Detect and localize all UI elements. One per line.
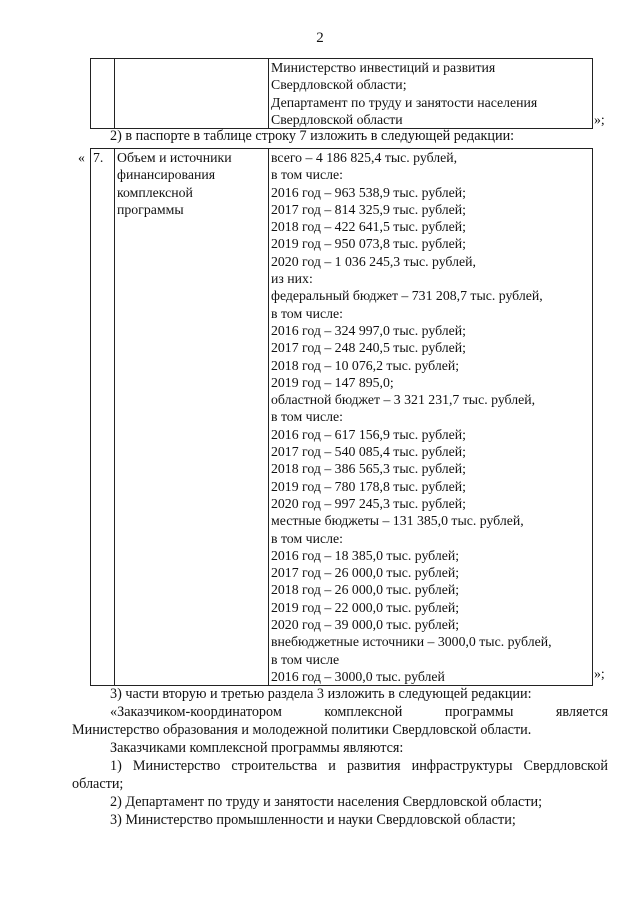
value-line: 2016 год – 18 385,0 тыс. рублей; (271, 547, 460, 563)
paragraph-item3: 3) Министерство промышленности и науки Свердловской области; (110, 812, 516, 828)
value-line: в том числе: (271, 167, 343, 183)
cell-line: Свердловской области (271, 111, 403, 127)
value-line: в том числе: (271, 305, 343, 321)
value-line: 2016 год – 963 538,9 тыс. рублей; (271, 184, 466, 200)
cell-value (269, 59, 593, 129)
value-line: федеральный бюджет – 731 208,7 тыс. рублей, (271, 288, 543, 304)
paragraph-customers: Заказчиками комплексной программы являются: (110, 740, 404, 756)
close-quote-2: »; (594, 666, 605, 681)
value-line: 2017 год – 248 240,5 тыс. рублей; (271, 340, 466, 356)
value-line: 2019 год – 950 073,8 тыс. рублей; (271, 236, 466, 252)
value-line: 2016 год – 324 997,0 тыс. рублей; (271, 322, 466, 338)
paragraph-item1-cont: области; (72, 776, 124, 792)
value-line: из них: (271, 271, 313, 287)
table-row (91, 149, 593, 686)
title-line: финансирования (117, 167, 216, 183)
value-line: 2020 год – 39 000,0 тыс. рублей; (271, 617, 460, 633)
title-line: Объем и источники (117, 150, 232, 165)
paragraph-coordinator-cont: Министерство образования и молодежной политики Свердловской области. (72, 722, 532, 738)
cell-title (115, 149, 269, 686)
table-row7 (90, 148, 593, 686)
value-line: 2020 год – 1 036 245,3 тыс. рублей, (271, 253, 476, 269)
value-line: 2017 год – 540 085,4 тыс. рублей; (271, 444, 466, 460)
value-line: 2019 год – 147 895,0; (271, 374, 394, 390)
value-line: 2017 год – 26 000,0 тыс. рублей; (271, 565, 460, 581)
value-line: в том числе (271, 651, 340, 667)
value-line: 2019 год – 22 000,0 тыс. рублей; (271, 599, 460, 615)
value-line: областной бюджет – 3 321 231,7 тыс. рублей, (271, 392, 536, 408)
cell-line: Свердловской области; (271, 77, 407, 93)
value-line: 2018 год – 422 641,5 тыс. рублей; (271, 219, 466, 235)
title-line: комплексной (117, 184, 193, 200)
paragraph-item1: 1) Министерство строительства и развития инфраструктуры Свердловской (110, 758, 608, 774)
page-number: 2 (316, 30, 324, 46)
open-quote: « (78, 150, 85, 165)
cell-value (269, 149, 593, 686)
cell-line: Министерство инвестиций и развития (271, 60, 496, 75)
value-line: 2019 год – 780 178,8 тыс. рублей; (271, 478, 466, 494)
cell-line: Департамент по труду и занятости населения (271, 94, 538, 110)
table-row (91, 59, 593, 129)
value-line: 2016 год – 3000,0 тыс. рублей (271, 668, 445, 684)
value-line: 2018 год – 26 000,0 тыс. рублей; (271, 582, 460, 598)
value-line: в том числе: (271, 409, 343, 425)
table-continuation (90, 58, 593, 129)
value-line: внебюджетные источники – 3000,0 тыс. рублей, (271, 634, 552, 650)
paragraph-section3: 3) части вторую и третью раздела 3 изложить в следующей редакции: (110, 686, 532, 702)
paragraph-item2: 2) Департамент по труду и занятости населения Свердловской области; (110, 794, 543, 810)
value-line: в том числе: (271, 530, 343, 546)
value-line: 2020 год – 997 245,3 тыс. рублей; (271, 495, 466, 511)
value-line: 2017 год – 814 325,9 тыс. рублей; (271, 201, 466, 217)
title-line: программы (117, 201, 184, 217)
cell-number (91, 59, 115, 129)
value-line: местные бюджеты – 131 385,0 тыс. рублей, (271, 513, 524, 529)
value-line: 2018 год – 10 076,2 тыс. рублей; (271, 357, 460, 373)
value-line: 2016 год – 617 156,9 тыс. рублей; (271, 426, 466, 442)
cell-title (115, 59, 269, 129)
paragraph-coordinator: «Заказчиком-координатором комплексной программы является (110, 704, 608, 720)
cell-number: 7. (91, 149, 115, 686)
paragraph-row7: 2) в паспорте в таблице строку 7 изложить в следующей редакции: (110, 128, 515, 144)
close-quote-1: »; (594, 112, 605, 127)
value-line: всего – 4 186 825,4 тыс. рублей, (271, 150, 458, 165)
value-line: 2018 год – 386 565,3 тыс. рублей; (271, 461, 466, 477)
